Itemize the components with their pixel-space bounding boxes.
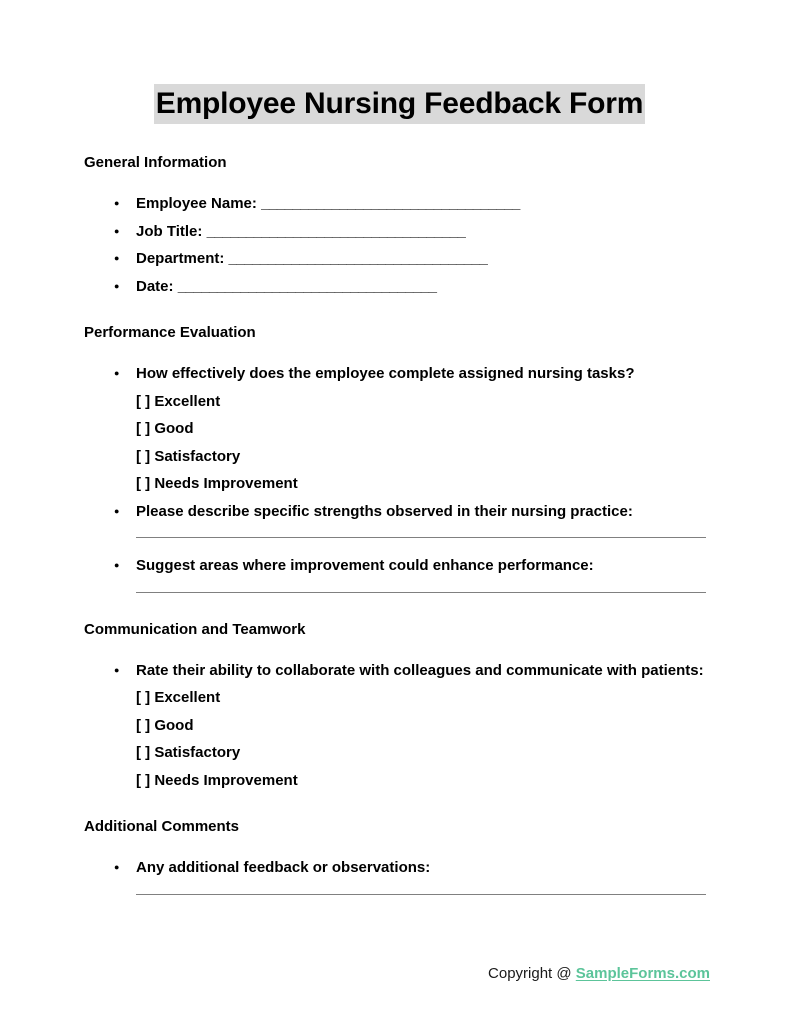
list-item [84, 498, 724, 526]
checkbox-option-excellent[interactable]: [ ] Excellent [136, 689, 221, 706]
document-body [84, 152, 724, 895]
section-spacer [84, 794, 724, 816]
answer-line-additional-comments[interactable] [136, 894, 706, 895]
checkbox-option-good[interactable]: [ ] Good [136, 716, 194, 734]
section-additional-comments [84, 816, 724, 895]
section-spacer [84, 300, 724, 322]
section-heading-additional-comments: Additional Comments [84, 818, 240, 835]
question-suggest-improvements: Suggest areas where improvement could enhance performance: [136, 557, 594, 574]
list-item [84, 218, 724, 246]
question-additional-feedback: Any additional feedback or observations: [136, 859, 431, 876]
additional-comments-list [84, 854, 724, 882]
section-heading-general-information: General Information [84, 154, 227, 171]
list-item [84, 552, 724, 580]
field-label-date: Date: [136, 277, 174, 295]
section-heading-performance-evaluation: Performance Evaluation [84, 324, 256, 341]
list-item [84, 190, 724, 218]
communication-question-list [84, 657, 724, 685]
checkbox-option-excellent[interactable]: [ ] Excellent [136, 392, 221, 410]
section-heading-communication-and-teamwork: Communication and Teamwork [84, 620, 306, 638]
question-describe-strengths: Please describe specific strengths observed in their nursing practice: [136, 502, 633, 520]
performance-evaluation-improvement-question [84, 552, 724, 580]
field-label-department: Department: [136, 250, 225, 267]
list-item [84, 245, 724, 273]
checkbox-option-satisfactory[interactable]: [ ] Satisfactory [136, 447, 241, 465]
question-performance-effectiveness: How effectively does the employee complete assigned nursing tasks? [136, 365, 635, 382]
list-item [84, 657, 724, 685]
performance-evaluation-open-questions [84, 498, 724, 526]
section-performance-evaluation [84, 322, 724, 593]
field-blank-job-title[interactable]: _________________________________ [206, 222, 466, 240]
question-collaboration-rating: Rate their ability to collaborate with colleagues and communicate with patients: [136, 661, 704, 679]
list-item [84, 360, 724, 388]
general-information-field-list [84, 190, 724, 300]
page-footer [0, 963, 799, 985]
field-label-employee-name: Employee Name: [136, 195, 257, 212]
list-item [84, 273, 724, 301]
checkbox-option-needs-improvement[interactable]: [ ] Needs Improvement [136, 771, 298, 789]
page-title: Employee Nursing Feedback Form [154, 84, 645, 124]
section-spacer [84, 593, 724, 619]
field-blank-date[interactable]: _________________________________ [177, 277, 437, 295]
field-blank-department[interactable]: _________________________________ [228, 250, 488, 267]
performance-evaluation-list [84, 360, 724, 388]
field-label-job-title: Job Title: [136, 222, 203, 240]
section-communication-and-teamwork [84, 619, 724, 795]
copyright-text: Copyright @ [488, 965, 576, 982]
field-blank-employee-name[interactable]: _________________________________ [261, 195, 520, 212]
list-item [84, 854, 724, 882]
checkbox-option-needs-improvement[interactable]: [ ] Needs Improvement [136, 475, 298, 492]
document-title-container [0, 84, 799, 124]
section-general-information [84, 152, 724, 300]
answer-line-strengths[interactable] [136, 537, 706, 538]
checkbox-option-good[interactable]: [ ] Good [136, 420, 194, 437]
sampleforms-link[interactable]: SampleForms.com [575, 965, 710, 982]
checkbox-option-satisfactory[interactable]: [ ] Satisfactory [136, 744, 241, 761]
